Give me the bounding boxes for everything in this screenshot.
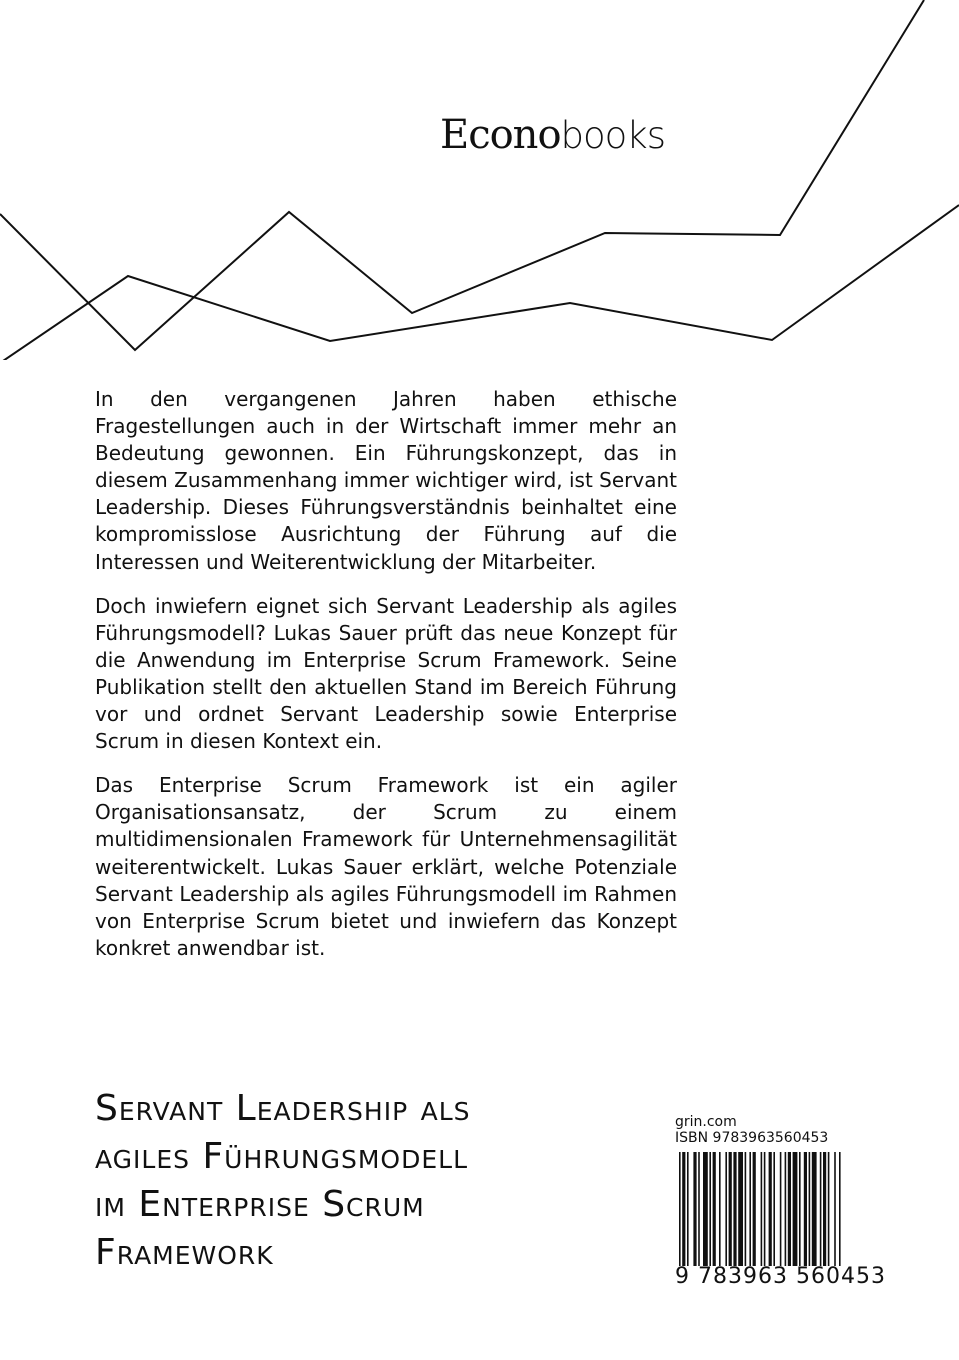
barcode-digit-first: 9 bbox=[675, 1264, 690, 1289]
barcode-bar bbox=[687, 1152, 689, 1266]
barcode-bar bbox=[828, 1152, 830, 1266]
barcode-bar bbox=[693, 1152, 696, 1266]
barcode-bar bbox=[738, 1152, 743, 1266]
barcode-bar bbox=[804, 1152, 807, 1266]
book-title-line-2: agiles Führungsmodell bbox=[95, 1136, 469, 1177]
barcode-digit-group-1: 783963 bbox=[698, 1264, 788, 1289]
barcode-bar bbox=[733, 1152, 736, 1266]
barcode-bar bbox=[839, 1152, 841, 1266]
publisher-logo-part1: Econo bbox=[440, 112, 561, 158]
back-cover-blurb bbox=[95, 386, 677, 979]
barcode-bar bbox=[745, 1152, 747, 1266]
barcode-bar bbox=[780, 1152, 782, 1266]
decorative-line-graphic bbox=[0, 0, 959, 360]
decorative-line-1 bbox=[0, 0, 924, 350]
blurb-paragraph-1: In den vergangenen Jahren haben ethische Fragestellungen auch in der Wirtschaft immer mehr an Bedeutung gewonnen. Ein Führungskonzept, das in diesem Zusammenhang immer wichtiger wird, ist Servant Leadership. Dieses Führungsverständnis beinhaltet eine kompromisslose Ausrichtung der Führung auf die Interessen und Weiterentwicklung der Mitarbeiter. bbox=[95, 387, 677, 574]
barcode-bar bbox=[698, 1152, 700, 1266]
barcode-digit-group-2: 560453 bbox=[795, 1264, 886, 1289]
book-title-line-4: Framework bbox=[95, 1232, 274, 1273]
book-title-line-3: im Enterprise Scrum bbox=[95, 1184, 425, 1225]
blurb-paragraph-3: Das Enterprise Scrum Framework ist ein agiler Organisationsansatz, der Scrum zu einem multidimensionalen Framework für Unternehmensagilität weiterentwickelt. Lukas Sauer erklärt, welche Potenziale Servant Leadership als agiles Führungsmodell im Rahmen von Enterprise Scrum bietet und inwiefern das Konzept konkret anwendbar ist. bbox=[95, 773, 677, 960]
barcode-bar bbox=[820, 1152, 822, 1266]
barcode-bar bbox=[812, 1152, 817, 1266]
publisher-logo bbox=[440, 112, 665, 158]
barcode-bar bbox=[799, 1152, 801, 1266]
decorative-line-2 bbox=[0, 205, 959, 360]
blurb-paragraph-2: Doch inwiefern eignet sich Servant Leadership als agiles Führungsmodell? Lukas Sauer prüft das neue Konzept für die Anwendung im Enterprise Scrum Framework. Seine Publikation stellt den aktuellen Stand im Bereich Führung vor und ordnet Servant Leadership sowie Enterprise Scrum in diesen Kontext ein. bbox=[95, 593, 677, 754]
barcode-bar bbox=[823, 1152, 826, 1266]
barcode-digits bbox=[675, 1264, 915, 1289]
barcode-bar bbox=[682, 1152, 685, 1266]
barcode-icon bbox=[675, 1152, 897, 1266]
barcode-bar bbox=[761, 1152, 763, 1266]
barcode-bar bbox=[729, 1152, 732, 1266]
barcode-bar bbox=[769, 1152, 772, 1266]
barcode-bar bbox=[788, 1152, 791, 1266]
barcode-bar bbox=[725, 1152, 727, 1266]
book-title-line-1: Servant Leadership als bbox=[95, 1088, 471, 1129]
barcode-bar bbox=[785, 1152, 787, 1266]
barcode-bar bbox=[834, 1152, 836, 1266]
publisher-website: grin.com bbox=[675, 1114, 737, 1130]
barcode-bar bbox=[719, 1152, 721, 1266]
barcode-bar bbox=[753, 1152, 756, 1266]
book-title bbox=[95, 1085, 615, 1277]
barcode-bar bbox=[773, 1152, 775, 1266]
barcode-bar bbox=[679, 1152, 681, 1266]
barcode-bar bbox=[713, 1152, 716, 1266]
barcode-bar bbox=[709, 1152, 711, 1266]
publisher-logo-part2: books bbox=[560, 114, 665, 157]
barcode-bar bbox=[703, 1152, 708, 1266]
barcode-bar bbox=[749, 1152, 751, 1266]
isbn-label: ISBN 9783963560453 bbox=[675, 1130, 829, 1146]
barcode-bar bbox=[793, 1152, 798, 1266]
barcode-bar bbox=[809, 1152, 811, 1266]
barcode-bar bbox=[764, 1152, 766, 1266]
isbn-barcode-block bbox=[675, 1114, 915, 1289]
